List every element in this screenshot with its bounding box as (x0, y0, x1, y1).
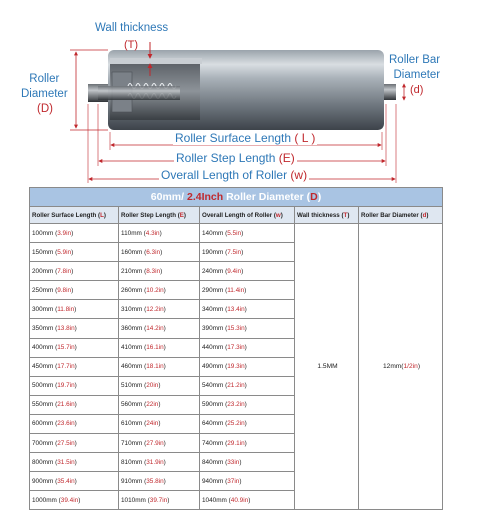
cell-step-length: 310mm (12.2in) (119, 300, 200, 319)
col-header-bar-diameter: Roller Bar Diameter (d) (359, 207, 443, 224)
cell-surface-length: 350mm (13.8in) (30, 319, 119, 338)
wall-thickness-text: Wall thickness (95, 22, 169, 34)
table-body (30, 224, 443, 510)
cell-surface-length: 100mm (3.9in) (30, 224, 119, 243)
cell-surface-length: 800mm (31.5in) (30, 453, 119, 472)
cell-surface-length: 1000mm (39.4in) (30, 491, 119, 510)
cell-surface-length: 400mm (15.7in) (30, 338, 119, 357)
cell-step-length: 360mm (14.2in) (119, 319, 200, 338)
roller-bar-diameter-code (410, 84, 423, 96)
cell-overall-length: 340mm (13.4in) (200, 300, 295, 319)
wall-thickness-label (95, 22, 168, 34)
step-length-label (174, 151, 297, 165)
overall-length-label (159, 168, 309, 182)
col-header-wall-thickness: Wall thickness (T) (295, 207, 359, 224)
title-close: ) (317, 191, 322, 203)
cell-overall-length: 540mm (21.2in) (200, 376, 295, 395)
cell-surface-length: 250mm (9.8in) (30, 281, 119, 300)
roller-bar-line2: Diameter (393, 69, 441, 81)
cell-overall-length: 590mm (23.2in) (200, 395, 295, 414)
cell-overall-length: 140mm (5.5in) (200, 224, 295, 243)
cell-overall-length: 390mm (15.3in) (200, 319, 295, 338)
cell-step-length: 210mm (8.3in) (119, 262, 200, 281)
cell-surface-length: 600mm (23.6in) (30, 414, 119, 433)
cell-overall-length: 740mm (29.1in) (200, 434, 295, 453)
title-code: D (310, 191, 318, 203)
surface-length-label (173, 131, 317, 145)
cell-step-length: 560mm (22in) (119, 395, 200, 414)
cell-overall-length: 240mm (9.4in) (200, 262, 295, 281)
cutaway-wall-top (110, 58, 202, 64)
col-header-overall-length: Overall Length of Roller (w) (200, 207, 295, 224)
cell-step-length: 460mm (18.1in) (119, 357, 200, 376)
cell-overall-length: 440mm (17.3in) (200, 338, 295, 357)
cell-wall-thickness: 1.5MM (295, 224, 359, 510)
step-length-code: (E) (278, 151, 295, 165)
cell-step-length: 810mm (31.9in) (119, 453, 200, 472)
step-length-text: Roller Step Length (176, 151, 276, 165)
cell-surface-length: 700mm (27.5in) (30, 434, 119, 453)
cell-surface-length: 900mm (35.4in) (30, 472, 119, 491)
title-prefix: 60mm/ (150, 191, 187, 203)
cell-step-length: 710mm (27.9in) (119, 434, 200, 453)
cell-step-length: 110mm (4.3in) (119, 224, 200, 243)
table-title (30, 188, 443, 207)
cell-overall-length: 1040mm (40.9in) (200, 491, 295, 510)
cell-overall-length: 640mm (25.2in) (200, 414, 295, 433)
surface-length-text: Roller Surface Length (175, 131, 292, 145)
cell-step-length: 160mm (6.3in) (119, 243, 200, 262)
roller-diameter-line2: Diameter (21, 88, 68, 100)
table-header-row (30, 207, 443, 224)
wall-thickness-code (124, 39, 138, 51)
roller-diameter-label (21, 72, 68, 117)
cell-surface-length: 500mm (19.7in) (30, 376, 119, 395)
cell-overall-length: 190mm (7.5in) (200, 243, 295, 262)
table-title-row (30, 188, 443, 207)
cell-overall-length: 290mm (11.4in) (200, 281, 295, 300)
cell-step-length: 510mm (20in) (119, 376, 200, 395)
cell-surface-length: 150mm (5.9in) (30, 243, 119, 262)
roller-diameter-line1: Roller (29, 73, 60, 85)
roller-diameter-code: (D) (37, 103, 53, 115)
cell-step-length: 910mm (35.8in) (119, 472, 200, 491)
cell-surface-length: 450mm (17.7in) (30, 357, 119, 376)
title-inch: 2.4Inch (186, 191, 224, 203)
col-header-surface-length: Roller Surface Length (L) (30, 207, 119, 224)
table-row (30, 224, 443, 243)
cell-step-length: 610mm (24in) (119, 414, 200, 433)
spec-table (29, 187, 443, 510)
title-suffix: Roller Diameter ( (223, 191, 311, 203)
roller-bar-code-text: (d) (410, 84, 424, 96)
cell-surface-length: 550mm (21.6in) (30, 395, 119, 414)
inner-shaft (98, 86, 180, 100)
cell-bar-diameter: 12mm(1/2in) (359, 224, 443, 510)
cell-surface-length: 300mm (11.8in) (30, 300, 119, 319)
col-header-step-length: Roller Step Length (E) (119, 207, 200, 224)
surface-length-code: ( L ) (294, 131, 316, 145)
cell-step-length: 1010mm (39.7in) (119, 491, 200, 510)
cell-surface-length: 200mm (7.8in) (30, 262, 119, 281)
cell-step-length: 410mm (16.1in) (119, 338, 200, 357)
roller-bar-diameter-label (389, 53, 440, 83)
roller-bar-line1: Roller Bar (389, 54, 441, 66)
cell-overall-length: 490mm (19.3in) (200, 357, 295, 376)
cell-overall-length: 840mm (33in) (200, 453, 295, 472)
cell-step-length: 260mm (10.2in) (119, 281, 200, 300)
overall-length-text: Overall Length of Roller (161, 168, 288, 182)
wall-thickness-code-text: (T) (124, 39, 139, 51)
cell-overall-length: 940mm (37in) (200, 472, 295, 491)
overall-length-code: (w) (290, 168, 308, 182)
